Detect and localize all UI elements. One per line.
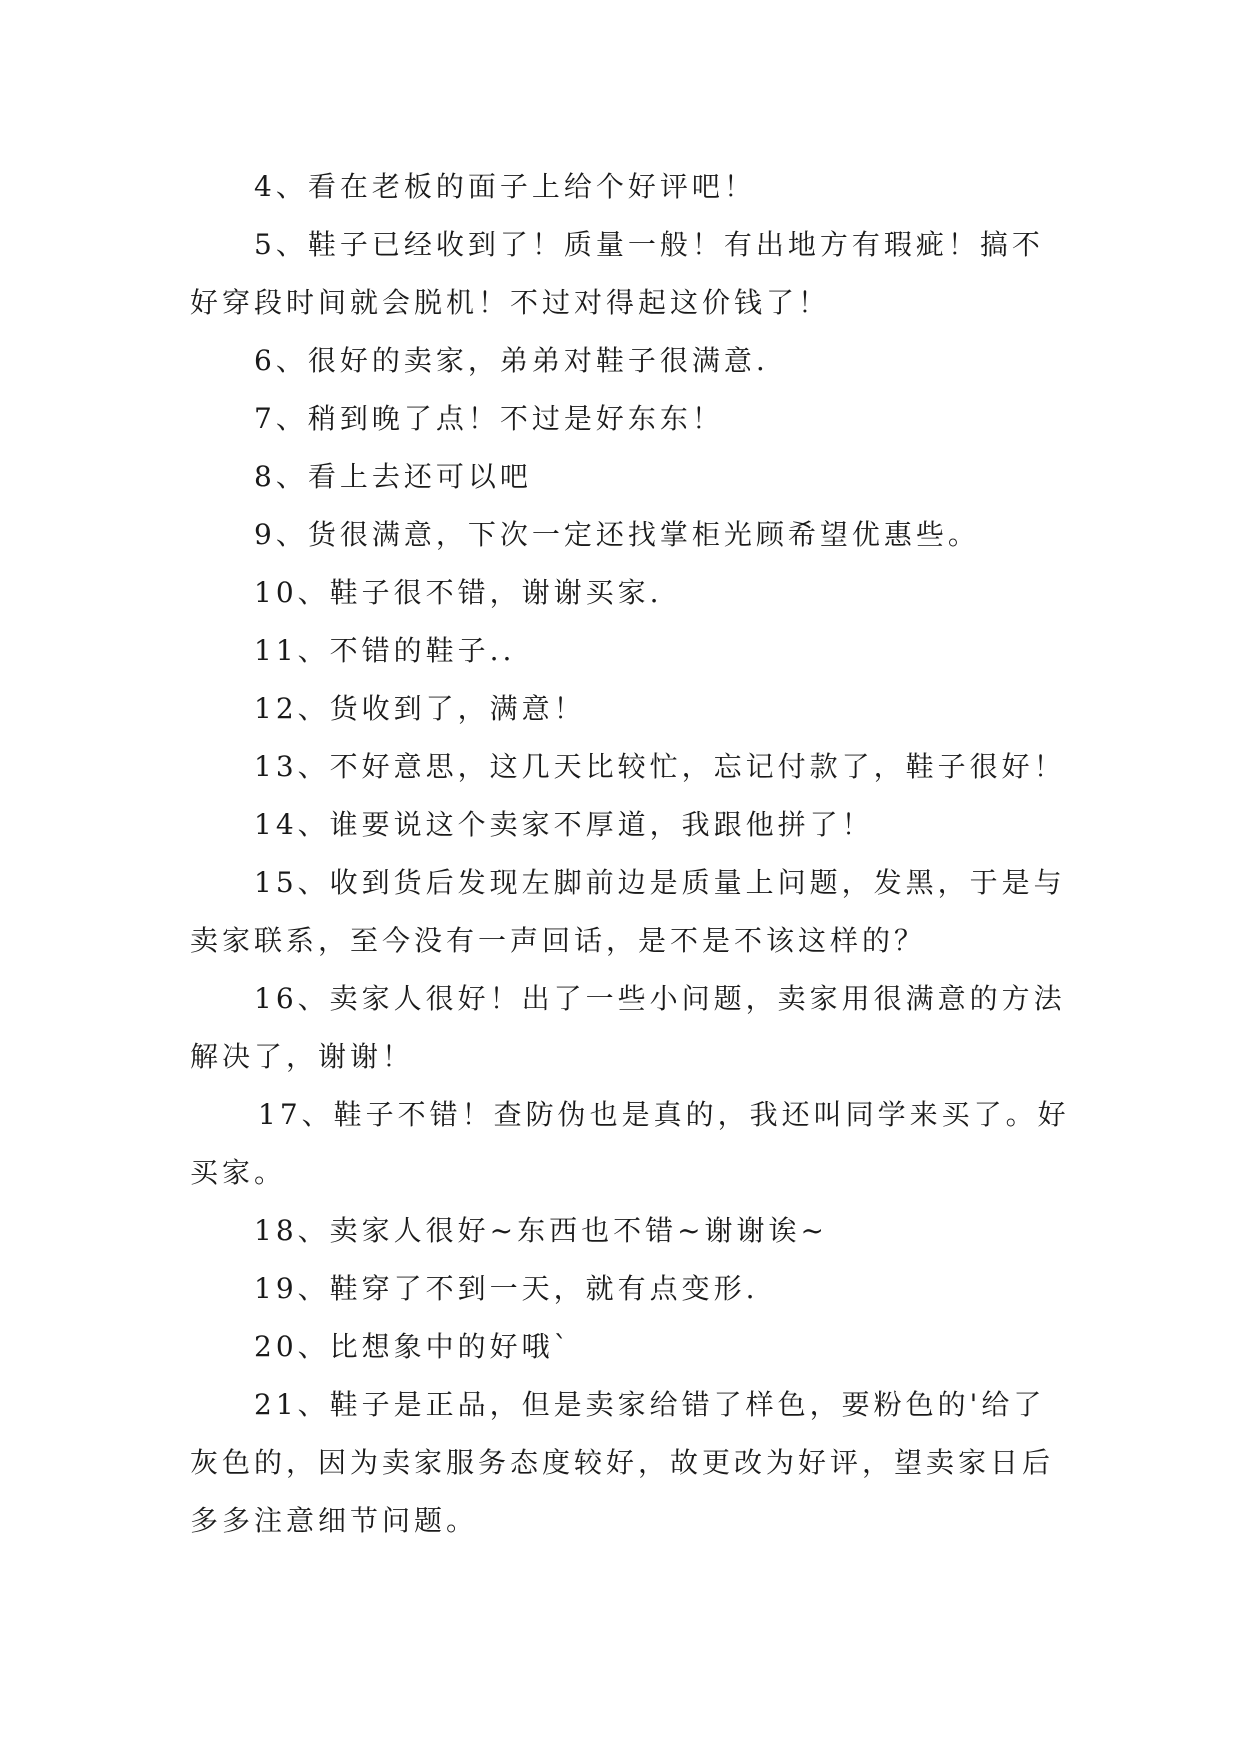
paragraph-16: 16、卖家人很好！出了一些小问题，卖家用很满意的方法解决了，谢谢！ bbox=[190, 982, 1066, 1073]
paragraph-15: 15、收到货后发现左脚前边是质量上问题，发黑，于是与卖家联系，至今没有一声回话，是不是不该这样的？ bbox=[190, 866, 1066, 957]
paragraph-4: 4、看在老板的面子上给个好评吧！ bbox=[254, 170, 756, 203]
paragraph-10: 10、鞋子很不错，谢谢买家. bbox=[254, 576, 663, 609]
paragraph-20: 20、比想象中的好哦` bbox=[254, 1330, 572, 1363]
paragraph-12: 12、货收到了，满意！ bbox=[254, 692, 586, 725]
paragraph-6: 6、很好的卖家，弟弟对鞋子很满意. bbox=[254, 344, 769, 377]
paragraph-14: 14、谁要说这个卖家不厚道，我跟他拼了！ bbox=[254, 808, 874, 841]
paragraph-8: 8、看上去还可以吧 bbox=[254, 460, 532, 493]
paragraph-7: 7、稍到晚了点！不过是好东东！ bbox=[254, 402, 724, 435]
paragraph-9: 9、货很满意，下次一定还找掌柜光顾希望优惠些。 bbox=[254, 518, 980, 551]
paragraph-17: 17、鞋子不错！查防伪也是真的，我还叫同学来买了。好买家。 bbox=[190, 1098, 1070, 1189]
paragraph-18: 18、卖家人很好~东西也不错~谢谢诶~ bbox=[254, 1214, 829, 1247]
paragraph-11: 11、不错的鞋子.. bbox=[254, 634, 516, 667]
paragraph-21: 21、鞋子是正品，但是卖家给错了样色，要粉色的'给了灰色的，因为卖家服务态度较好，故更改为好评，望卖家日后多多注意细节问题。 bbox=[190, 1388, 1055, 1537]
paragraph-13: 13、不好意思，这几天比较忙，忘记付款了，鞋子很好！ bbox=[254, 750, 1066, 783]
paragraph-5: 5、鞋子已经收到了！质量一般！有出地方有瑕疵！搞不好穿段时间就会脱机！不过对得起这价钱了！ bbox=[190, 228, 1044, 319]
document-body bbox=[190, 158, 1070, 1550]
paragraph-19: 19、鞋穿了不到一天，就有点变形. bbox=[254, 1272, 759, 1305]
